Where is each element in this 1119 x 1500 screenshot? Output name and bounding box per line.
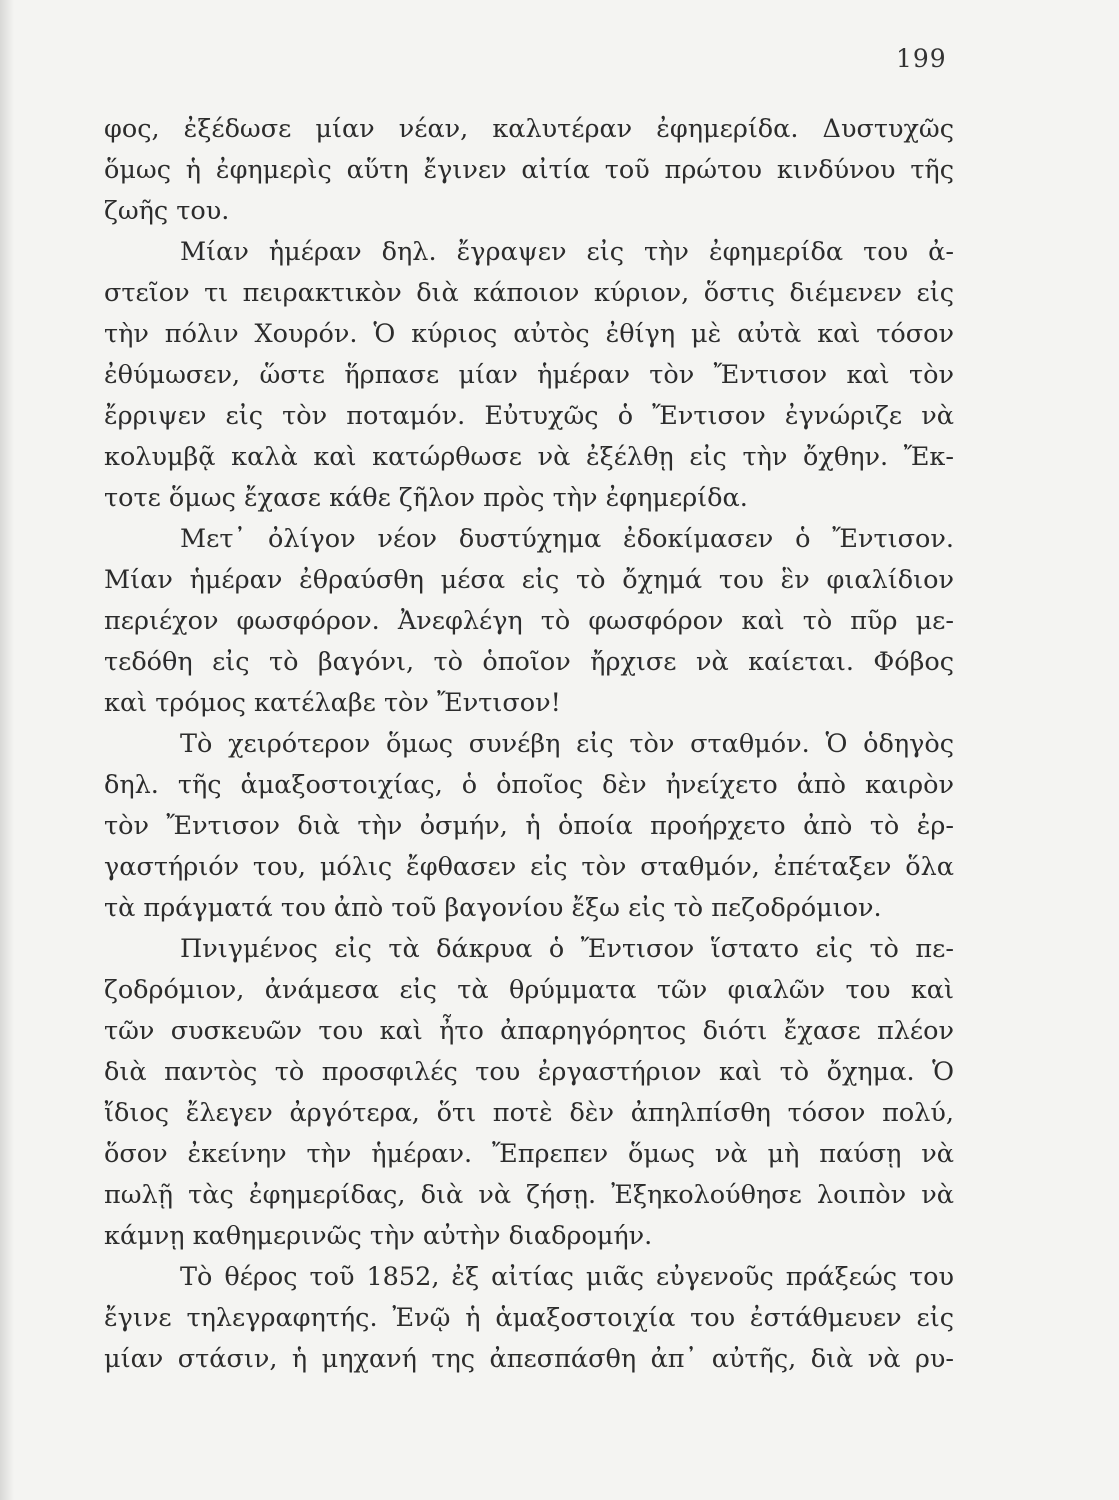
text-line: Μίαν ἡμέραν ἐθραύσθη μέσα εἰς τὸ ὄχημά του ἓν φιαλίδιον (104, 565, 954, 595)
text-line: ζοδρόμιον, ἀνάμεσα εἰς τὰ θρύμματα τῶν φιαλῶν του καὶ (104, 975, 954, 1005)
text-line: κολυμβᾷ καλὰ καὶ κατώρθωσε νὰ ἐξέλθῃ εἰς τὴν ὄχθην. Ἔκ- (104, 442, 954, 472)
text-line: τὸν Ἔντισον διὰ τὴν ὀσμήν, ἡ ὁποία προήρχετο ἀπὸ τὸ ἐρ- (104, 811, 954, 841)
text-line: Πνιγμένος εἰς τὰ δάκρυα ὁ Ἔντισον ἵστατο εἰς τὸ πε- (180, 934, 954, 964)
text-line: τὴν πόλιν Χουρόν. Ὁ κύριος αὐτὸς ἐθίγη μὲ αὐτὰ καὶ τόσον (104, 319, 954, 349)
text-line: πωλῇ τὰς ἐφημερίδας, διὰ νὰ ζήσῃ. Ἐξηκολούθησε λοιπὸν νὰ (104, 1180, 954, 1210)
text-line: γαστήριόν του, μόλις ἔφθασεν εἰς τὸν σταθμόν, ἐπέταξεν ὅλα (104, 852, 954, 882)
page-edge-shadow (0, 0, 14, 1500)
text-line: ὅσον ἐκείνην τὴν ἡμέραν. Ἔπρεπεν ὅμως νὰ μὴ παύσῃ νὰ (104, 1139, 954, 1169)
text-line: περιέχον φωσφόρον. Ἀνεφλέγη τὸ φωσφόρον καὶ τὸ πῦρ με- (104, 606, 954, 636)
text-line: φος, ἐξέδωσε μίαν νέαν, καλυτέραν ἐφημερίδα. Δυστυχῶς (104, 114, 954, 144)
text-line: ἐθύμωσεν, ὥστε ἥρπασε μίαν ἡμέραν τὸν Ἔντισον καὶ τὸν (104, 360, 954, 390)
text-line: διὰ παντὸς τὸ προσφιλές του ἐργαστήριον καὶ τὸ ὄχημα. Ὁ (104, 1057, 954, 1087)
text-line: στεῖον τι πειρακτικὸν διὰ κάποιον κύριον, ὅστις διέμενεν εἰς (104, 278, 954, 308)
text-line: ἴδιος ἔλεγεν ἀργότερα, ὅτι ποτὲ δὲν ἀπηλπίσθη τόσον πολύ, (104, 1098, 954, 1128)
text-line: τῶν συσκευῶν του καὶ ἦτο ἀπαρηγόρητος διότι ἔχασε πλέον (104, 1016, 954, 1046)
text-line: τοτε ὅμως ἔχασε κάθε ζῆλον πρὸς τὴν ἐφημερίδα. (104, 483, 748, 513)
text-line: ἔρριψεν εἰς τὸν ποταμόν. Εὐτυχῶς ὁ Ἔντισον ἐγνώριζε νὰ (104, 401, 954, 431)
text-line: Μετ᾽ ὀλίγον νέον δυστύχημα ἐδοκίμασεν ὁ Ἔντισον. (180, 524, 954, 554)
text-line: καὶ τρόμος κατέλαβε τὸν Ἔντισον! (104, 688, 561, 718)
text-line: τεδόθη εἰς τὸ βαγόνι, τὸ ὁποῖον ἤρχισε νὰ καίεται. Φόβος (104, 647, 954, 677)
body-text (104, 109, 954, 1380)
text-line: Τὸ θέρος τοῦ 1852, ἐξ αἰτίας μιᾶς εὐγενοῦς πράξεώς του (180, 1262, 954, 1292)
text-line: ζωῆς του. (104, 196, 230, 226)
text-line: κάμνῃ καθημερινῶς τὴν αὐτὴν διαδρομήν. (104, 1221, 653, 1251)
text-line: Τὸ χειρότερον ὅμως συνέβη εἰς τὸν σταθμόν. Ὁ ὁδηγὸς (180, 729, 954, 759)
text-line: Μίαν ἡμέραν δηλ. ἔγραψεν εἰς τὴν ἐφημερίδα του ἀ- (180, 237, 954, 267)
page-number: 199 (896, 44, 947, 73)
text-line: μίαν στάσιν, ἡ μηχανή της ἀπεσπάσθη ἀπ᾽ αὐτῆς, διὰ νὰ ρυ- (104, 1344, 954, 1374)
text-line: τὰ πράγματά του ἀπὸ τοῦ βαγονίου ἔξω εἰς τὸ πεζοδρόμιον. (104, 893, 882, 923)
text-line: ὅμως ἡ ἐφημερὶς αὕτη ἔγινεν αἰτία τοῦ πρώτου κινδύνου τῆς (104, 155, 954, 185)
text-line: δηλ. τῆς ἁμαξοστοιχίας, ὁ ὁποῖος δὲν ἠνείχετο ἀπὸ καιρὸν (104, 770, 954, 800)
text-line: ἔγινε τηλεγραφητής. Ἐνῷ ἡ ἁμαξοστοιχία του ἐστάθμευεν εἰς (104, 1303, 954, 1333)
